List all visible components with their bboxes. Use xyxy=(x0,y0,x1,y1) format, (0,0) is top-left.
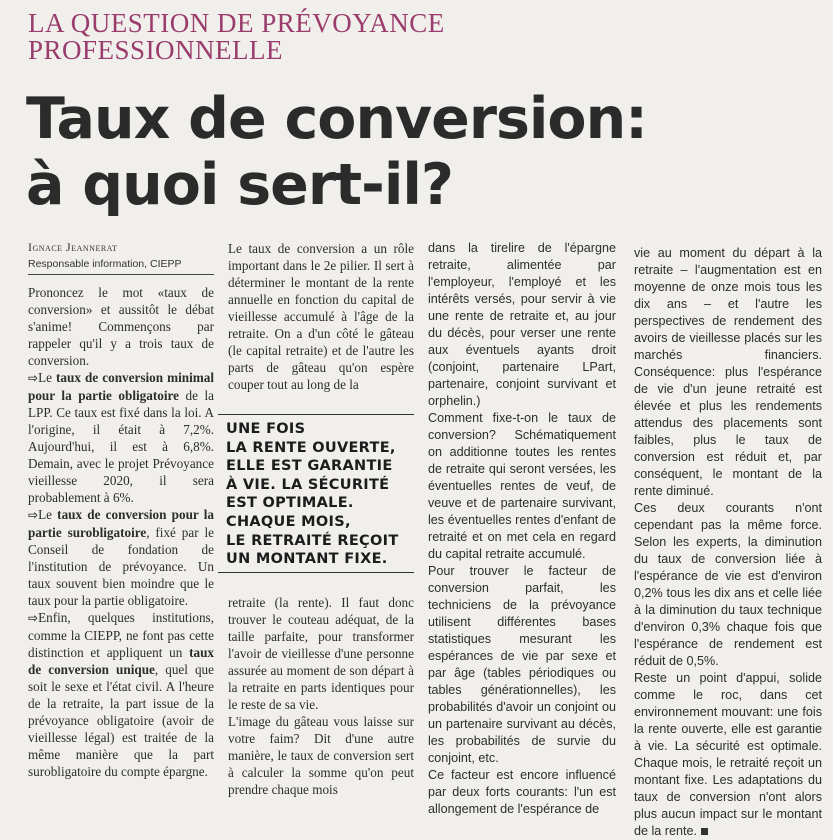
kicker-line-2: PROFESSIONNELLE xyxy=(28,35,284,65)
list-item-unique-rate: ⇨Enfin, quelques institutions, comme la CIEPP, ne font pas cette distinction et appliquent un taux de conversion unique, quel que soit le sexe et l'état civil. A l'heure de la retraite, la part issue de la prévoyance obligatoire (avoir de vieillesse légal) est traitée de la même manière que la part surobligatoire du compte épargne. xyxy=(28,610,214,779)
paragraph: Comment fixe-t-on le taux de conversion? Schématiquement on additionne toutes les rentes de retraite qui seront versées, les éventuelles rentes de veuf, de veuve et de partenaire survivant, les éventuelles rentes d'enfant de retraité et on met cela en regard du capital retraite accumulé. xyxy=(428,411,616,561)
byline-rule xyxy=(28,274,214,275)
pull-quote-line: CHAQUE MOIS, xyxy=(226,513,351,530)
end-of-article-square-icon xyxy=(701,828,708,835)
byline-role: Responsable information, CIEPP xyxy=(28,258,182,270)
column-2-bottom xyxy=(228,594,414,798)
headline xyxy=(26,86,786,218)
column-4 xyxy=(634,245,822,840)
paragraph: dans la tirelire de l'épargne retraite, alimentée par l'employeur, l'employé et les intérêts versés, pour servir à vie une rente de retraite et, au jour du décès, pour verser une rente aux éventuels ayants droit (conjoint, partenaire LPart, partenaire, conjoint survivant et orphelin.) xyxy=(428,241,616,408)
pull-quote-line: LA RENTE OUVERTE, xyxy=(226,439,396,456)
paragraph: retraite (la rente). Il faut donc trouver le couteau adéquat, de la taille parfaite, pour transformer l'avoir de vieillesse d'une personne assurée au moment de son départ à la retraite en parts identiques pour le reste de sa vie. xyxy=(228,595,414,712)
paragraph: Le taux de conversion a un rôle important dans le 2e pilier. Il sert à déterminer le montant de la rente annuelle en fonction du capital de vieillesse accumulé à l'âge de la retraite. On a d'un côté le gâteau (le capital retraite) et de l'autre les parts de gâteau qu'on espère couper tout au long de la xyxy=(228,241,414,392)
paragraph: Ces deux courants n'ont cependant pas la même force. Selon les experts, la diminution du taux de conversion liée à l'espérance de vie est d'environ 0,2% tous les dix ans et celle liée à la diminution du taux technique d'environ 0,3% chaque fois que l'espérance de rendement est réduit de 0,5%. xyxy=(634,501,822,668)
paragraph: Pour trouver le facteur de conversion parfait, les techniciens de la prévoyance utilisent différentes bases statistiques mesurant les espérances de vie par sexe et par âge (tables périodiques ou tables générationnelles), les probabilités d'avoir un conjoint ou un partenaire survivant au décès, les probabilités de survie du conjoint, etc. xyxy=(428,564,616,765)
pull-quote xyxy=(226,420,416,569)
pull-quote-line: À VIE. LA SÉCURITÉ xyxy=(226,476,390,493)
pull-quote-line: ELLE EST GARANTIE xyxy=(226,458,393,475)
kicker-line-1: LA QUESTION DE PRÉVOYANCE xyxy=(28,8,445,38)
byline-author: Ignace Jeannerat xyxy=(28,240,118,254)
column-1 xyxy=(28,284,214,780)
headline-line-1: Taux de conversion: xyxy=(26,86,647,152)
pull-quote-line: LE RETRAITÉ REÇOIT xyxy=(226,532,399,549)
arrow-right-icon: ⇨ xyxy=(28,611,39,625)
pull-quote-rule-bottom xyxy=(218,572,414,573)
paragraph: Reste un point d'appui, solide comme le roc, dans cet environnement mouvant: une fois la rente ouverte, elle est garantie à vie. La sécurité est optimale. Chaque mois, le retraité reçoit un montant fixe. Les adaptations du taux de conversion n'ont alors plus aucun impact sur le montant de la rente. xyxy=(634,671,822,838)
pull-quote-line: UN MONTANT FIXE. xyxy=(226,551,388,568)
column-3 xyxy=(428,240,616,818)
arrow-right-icon: ⇨ xyxy=(28,508,39,522)
pull-quote-line: EST OPTIMALE. xyxy=(226,495,354,512)
paragraph: Ce facteur est encore influencé par deux forts courants: l'un est allongement de l'espérance de xyxy=(428,768,616,816)
list-item-suroblig-rate: ⇨Le taux de conversion pour la partie surobligatoire, fixé par le Conseil de fondation de l'institution de prévoyance. Un taux souvent bien moindre que le taux pour la partie obligatoire. xyxy=(28,507,214,608)
paragraph: vie au moment du départ à la retraite – l'augmentation est en moyenne de onze mois tous les dix ans – et l'autre les perspectives de rendement des avoirs de vieillesse placés sur les marchés financiers. Conséquence: plus l'espérance de vie d'un jeune retraité est élevée et plus les rendements attendus des placements sont faibles, plus le taux de conversion est réduit et, par conséquent, le montant de la rente diminué. xyxy=(634,246,822,498)
kicker xyxy=(28,10,588,64)
intro-paragraph: Prononcez le mot «taux de conversion» et aussitôt le débat s'anime! Commençons par rappeler qu'il y a trois taux de conversion. xyxy=(28,285,214,368)
column-2-top xyxy=(228,240,414,393)
pull-quote-line: UNE FOIS xyxy=(226,421,306,437)
byline xyxy=(28,240,214,270)
pull-quote-rule-top xyxy=(218,414,414,415)
arrow-right-icon: ⇨ xyxy=(28,371,39,385)
headline-line-2: à quoi sert-il? xyxy=(26,152,453,218)
list-item-minimal-rate: ⇨Le taux de conversion minimal pour la partie obligatoire de la LPP. Ce taux est fixé dans la loi. A l'origine, il était à 7,2%. Aujourd'hui, il est à 6,8%. Demain, avec le projet Prévoyance vieillesse 2020, il sera probablement à 6%. xyxy=(28,370,215,505)
paragraph: L'image du gâteau vous laisse sur votre faim? Dit d'une autre manière, le taux de conversion sert à calculer la somme qu'on peut prendre chaque mois xyxy=(228,714,414,797)
